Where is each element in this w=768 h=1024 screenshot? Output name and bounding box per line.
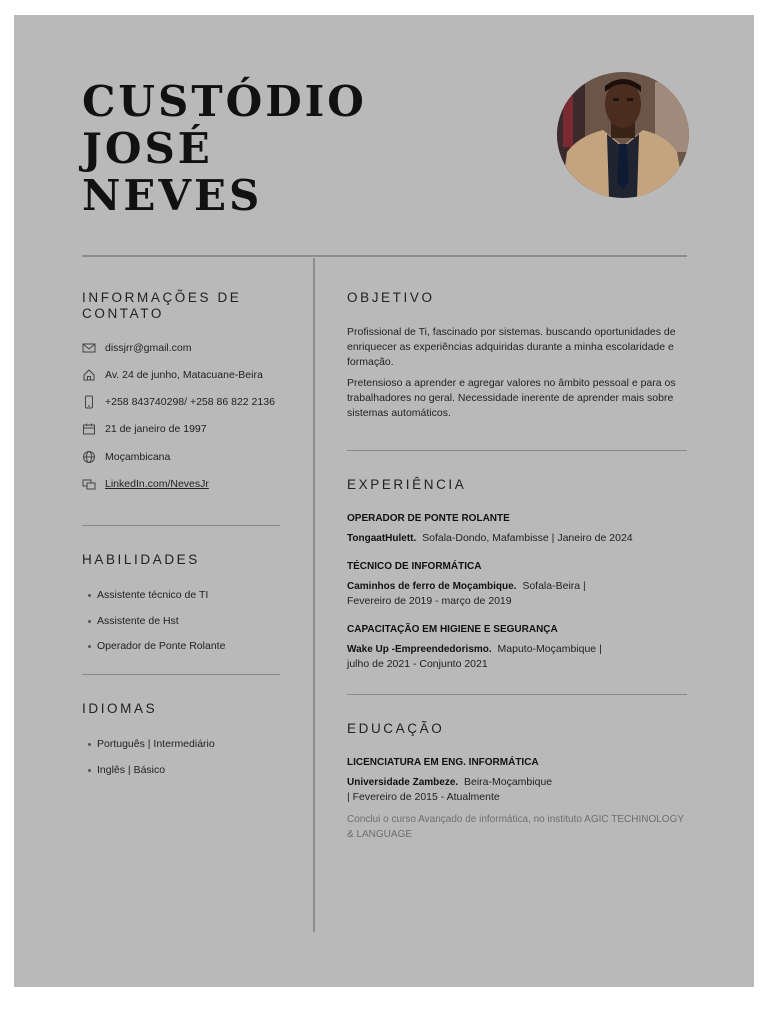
profile-photo xyxy=(557,72,689,198)
objective-paragraph-2: Pretensioso a aprender e agregar valores no âmbito pessoal e para os trabalhadores no geral. Necessidade inerente de aprender mais sobre sistemas automáticos. xyxy=(347,377,676,419)
education-details xyxy=(347,775,557,805)
job-company: TongaatHulett. xyxy=(347,533,417,544)
education-note: Conclui o curso Avançado de informática, no instituto AGIC TECHINOLOGY & LANGUAGE xyxy=(347,814,684,840)
experience-heading: EXPERIÊNCIA xyxy=(347,477,467,492)
languages-heading: IDIOMAS xyxy=(82,701,158,716)
school-name: Universidade Zambeze. xyxy=(347,777,459,788)
job-company: Caminhos de ferro de Moçambique. xyxy=(347,581,517,592)
contact-birthdate: 21 de janeiro de 1997 xyxy=(82,422,207,436)
column-divider xyxy=(313,258,315,932)
skill-item: Assistente técnico de TI xyxy=(88,589,225,615)
skill-item: Operador de Ponte Rolante xyxy=(88,640,225,666)
contact-address: Av. 24 de junho, Matacuane-Beira xyxy=(82,368,263,382)
contact-email: dissjrr@gmail.com xyxy=(82,341,192,355)
resume-page xyxy=(14,15,754,987)
globe-icon xyxy=(82,450,96,464)
linkedin-link[interactable]: LinkedIn.com/NevesJr xyxy=(105,478,209,490)
full-name xyxy=(82,78,367,219)
skills-divider xyxy=(82,674,280,675)
education-location-date: Beira-Moçambique | Fevereiro de 2015 - Atualmente xyxy=(347,776,553,803)
name-line-3: NEVES xyxy=(82,171,263,220)
job-title: TÉCNICO DE INFORMÁTICA xyxy=(347,561,482,572)
language-item: Inglês | Básico xyxy=(88,764,215,790)
experience-divider xyxy=(347,694,687,695)
objective-divider xyxy=(347,450,687,451)
job-details xyxy=(347,579,587,609)
job-location-date: Maputo-Moçambique | julho de 2021 - Conjunto 2021 xyxy=(347,643,602,670)
job-title: OPERADOR DE PONTE ROLANTE xyxy=(347,513,510,524)
job-title: CAPACITAÇÃO EM HIGIENE E SEGURANÇA xyxy=(347,624,558,635)
contact-linkedin[interactable] xyxy=(82,477,209,491)
language-item: Português | Intermediário xyxy=(88,738,215,764)
header-divider xyxy=(82,255,687,257)
languages-list xyxy=(88,738,215,789)
objective-paragraph-1: Profissional de Ti, fascinado por sistemas. buscando oportunidades de enriquecer as experiências adquiridas durante a minha escolaridade e formação. xyxy=(347,326,676,368)
email-icon xyxy=(82,341,96,355)
name-line-2: JOSÉ xyxy=(82,124,213,173)
skill-item: Assistente de Hst xyxy=(88,615,225,641)
objective-heading: OBJETIVO xyxy=(347,290,435,305)
contact-nationality: Moçambicana xyxy=(82,450,170,464)
job-details xyxy=(347,531,677,546)
job-details xyxy=(347,642,617,672)
link-icon xyxy=(82,477,96,491)
degree-title: LICENCIATURA EM ENG. INFORMÁTICA xyxy=(347,757,539,768)
education-heading: EDUCAÇÃO xyxy=(347,721,445,736)
skills-list xyxy=(88,589,225,666)
phone-icon xyxy=(82,395,96,409)
home-icon xyxy=(82,368,96,382)
contact-heading: INFORMAÇÕES DE CONTATO xyxy=(82,290,242,321)
contact-phone: +258 843740298/ +258 86 822 2136 xyxy=(82,395,275,409)
skills-heading: HABILIDADES xyxy=(82,552,200,567)
contact-divider xyxy=(82,525,280,526)
calendar-icon xyxy=(82,422,96,436)
job-location-date: Sofala-Beira | Fevereiro de 2019 - março de 2019 xyxy=(347,580,586,607)
job-location-date: Sofala-Dondo, Mafambisse | Janeiro de 2024 xyxy=(422,532,633,544)
job-company: Wake Up -Empreendedorismo. xyxy=(347,644,492,655)
person-portrait-icon xyxy=(557,72,689,198)
name-line-1: CUSTÓDIO xyxy=(82,77,367,126)
